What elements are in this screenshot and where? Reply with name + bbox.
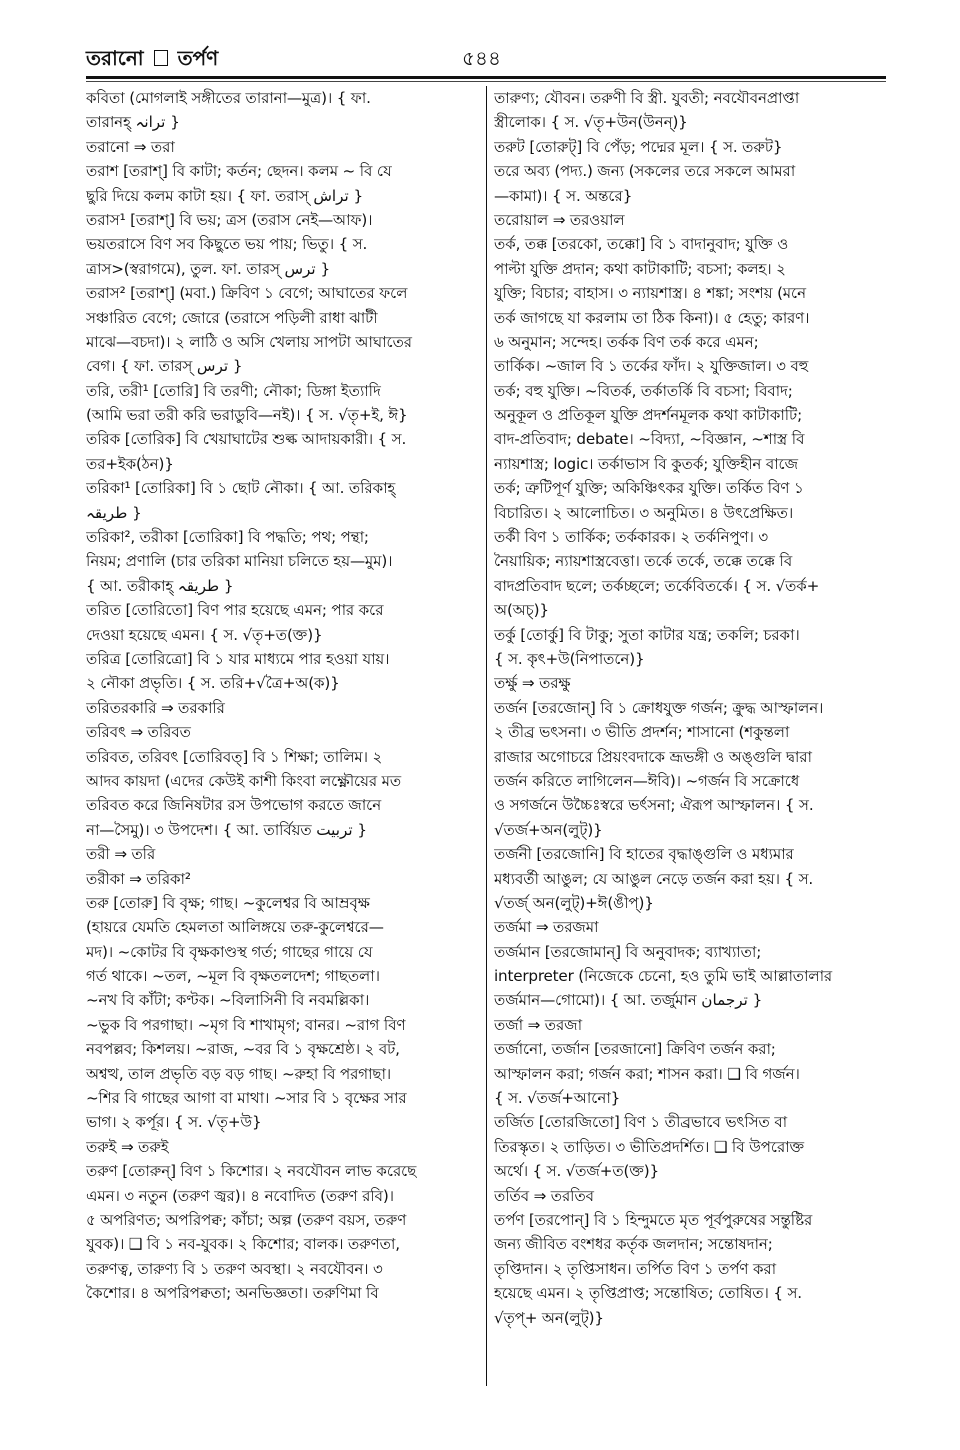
text-line: সঞ্চারিত বেগে; জোরে (তরাসে পড়িলী রাধা ঝাটী bbox=[86, 308, 378, 327]
text-line: তার্কিক। ~জাল বি ১ তর্কের ফাঁদ। ২ যুক্তিজাল। ৩ বহু bbox=[494, 357, 809, 376]
text-line: তরুণ [তোরুন্] বিণ ১ কিশোর। ২ নবযৌবন লাভ করেছে bbox=[86, 1162, 417, 1181]
text-line: তরিত্র [তোরিত্রো] বি ১ যার মাধ্যমে পার হওয়া যায়। bbox=[86, 649, 390, 668]
text-line: অ(অচ্)} bbox=[494, 601, 549, 620]
text-line: ভাগ। ২ কর্পূর। { স. √তৃ+উ} bbox=[86, 1113, 262, 1132]
text-line: পাল্টা যুক্তি প্রদান; কথা কাটাকাটি; বচসা; কলহ। ২ bbox=[494, 259, 786, 278]
right-column bbox=[494, 86, 890, 1330]
guide-word-last: তর্পণ bbox=[177, 46, 219, 70]
text-line: অনুকূল ও প্রতিকূল যুক্তি প্রদর্শনমূলক কথা কাটাকাটি; bbox=[494, 406, 803, 425]
text-line: নবপল্লব; কিশলয়। ~রাজ, ~বর বি ১ বৃক্ষশ্রেষ্ঠ। ২ বট, bbox=[86, 1040, 400, 1059]
text-line: কৈশোর। ৪ অপরিপক্বতা; অনভিজ্ঞতা। তরুণিমা বি bbox=[86, 1284, 379, 1303]
text-line: নিয়ম; প্রণালি (চার তরিকা মানিয়া চলিতে হয়—মুম)। bbox=[86, 552, 393, 571]
text-line: তর্জনী [তরজোনি] বি হাতের বৃদ্ধাঙ্গুলি ও মধ্যমার bbox=[494, 845, 794, 864]
text-line: তারানহ্ ترانہ } bbox=[86, 113, 180, 132]
text-line: তর্কী বিণ ১ তার্কিক; তর্ককারক। ২ তর্কনিপুণ। ৩ bbox=[494, 528, 769, 547]
text-line: হয়েছে এমন। ২ তৃপ্তিপ্রাপ্ত; সন্তোষিত; তোষিত। { স. bbox=[494, 1284, 802, 1303]
text-line: তর্কু [তোর্কু] বি টাকু; সুতা কাটার যন্ত্র; তকলি; চরকা। bbox=[494, 625, 800, 644]
text-line: { আ. তরীকাহ্ طریقہ } bbox=[86, 576, 234, 595]
text-line: তারুণ্য; যৌবন। তরুণী বি স্ত্রী. যুবতী; নবযৌবনপ্রাপ্তা bbox=[494, 89, 800, 107]
text-line: ~শির বি গাছের আগা বা মাথা। ~সার বি ১ বৃক্ষের সার bbox=[86, 1089, 407, 1108]
guide-word-first: তরানো bbox=[86, 46, 144, 70]
text-line: তৃপ্তিদান। ২ তৃপ্তিসাধন। তর্পিত বিণ ১ তর্পণ করা bbox=[494, 1259, 776, 1278]
text-line: তরুণত্ব, তারুণ্য বি ১ তরুণ অবস্থা। ২ নবযৌবন। ৩ bbox=[86, 1259, 383, 1278]
text-line: ভয়তরাসে বিণ সব কিছুতে ভয় পায়; ভিতু। { স. bbox=[86, 235, 368, 254]
text-line: তর্জা ⇒ তরজা bbox=[494, 1015, 582, 1034]
text-line: ~ভুক বি পরগাছা। ~মৃগ বি শাখামৃগ; বানর। ~রাগ বিণ bbox=[86, 1015, 406, 1034]
text-line: না—সৈমু)। ৩ উপদেশ। { আ. তার্বিয়ত تربیت } bbox=[86, 820, 367, 839]
text-line: তর্জানো, তর্জান [তরজানো] ক্রিবিণ তর্জন করা; bbox=[494, 1040, 776, 1059]
header-rule bbox=[86, 76, 886, 79]
text-line: আদব কায়দা (এদের কেউই কাশী কিংবা লক্ষ্ণৌয়ের মত bbox=[86, 771, 402, 790]
text-line: তরুট [তোরুট্] বি পেঁড়; পদ্মের মূল। { স. তরুট} bbox=[494, 137, 783, 156]
text-line: তর্ক; ত্রুটিপূর্ণ যুক্তি; অকিঞ্চিৎকর যুক্তি। তর্কিত বিণ ১ bbox=[494, 479, 804, 498]
text-line: √তর্জ+অন(লুট্)} bbox=[494, 820, 603, 839]
text-line: তরিক [তোরিক] বি খেয়াঘাটের শুল্ক আদায়কারী। { স. bbox=[86, 430, 407, 449]
text-line: দেওয়া হয়েছে এমন। { স. √তৃ+ত(ক্ত)} bbox=[86, 625, 323, 644]
text-line: তরিবত, তরিবৎ [তোরিবত্] বি ১ শিক্ষা; তালিম। ২ bbox=[86, 747, 383, 766]
text-line: যুবক)। ❑ বি ১ নব-যুবক। ২ কিশোর; বালক। তরুণতা, bbox=[86, 1235, 400, 1254]
text-line: তরিবত করে জিনিষটার রস উপভোগ করতে জানে bbox=[86, 796, 382, 815]
text-line: √তর্জ্‌ অন(লুট্)+ঈ(ঙীপ্)} bbox=[494, 893, 654, 912]
column-divider bbox=[486, 86, 487, 1386]
text-line: অর্থে। { স. √তর্জ+ত(ক্ত)} bbox=[494, 1162, 659, 1181]
text-line: আস্ফালন করা; গর্জন করা; শাসন করা। ❑ বি গর্জন। bbox=[494, 1064, 800, 1083]
text-line: ন্যায়শাস্ত্র; logic। তর্কাভাস বি কুতর্ক; যুক্তিহীন বাজে bbox=[494, 454, 799, 473]
text-line: তরীকা ⇒ তরিকা² bbox=[86, 869, 191, 888]
text-line: তর্পণ [তরপোন্] বি ১ হিন্দুমতে মৃত পূর্বপুরুষের সন্তুষ্টির bbox=[494, 1210, 813, 1229]
text-line: ৬ অনুমান; সন্দেহ। তর্কক বিণ তর্ক করে এমন; bbox=[494, 332, 759, 351]
text-line: তরাস¹ [তরাশ্] বি ভয়; ত্রস (তরাস নেই—আফ)। bbox=[86, 210, 373, 229]
text-line: তরাস² [তরাশ্] (মবা.) ক্রিবিণ ১ বেগে; আঘাতের ফলে bbox=[86, 284, 408, 303]
text-line: { স. √তর্জ+আনো} bbox=[494, 1089, 621, 1108]
text-line: তর্ক জাগছে যা করলাম তা ঠিক কিনা)। ৫ হেতু; কারণ। bbox=[494, 308, 810, 327]
text-line: (হায়রে যেমতি হেমলতা আলিঙ্গয়ে তরু-কুলেশ্বরে— bbox=[86, 918, 384, 937]
text-line: বিচারিত। ২ আলোচিত। ৩ অনুমিত। ৪ উৎপ্রেক্ষিত। bbox=[494, 503, 794, 522]
text-line: ২ তীব্র ভৎসনা। ৩ ভীতি প্রদর্শন; শাসানো (শকুন্তলা bbox=[494, 723, 790, 742]
text-line: interpreter (নিজেকে চেনো, হও তুমি ভাই আল্লাতালার bbox=[494, 967, 833, 986]
text-line: মাঝে—বচদা)। ২ লাঠি ও অসি খেলায় সাপটা আঘাতের bbox=[86, 332, 412, 351]
text-line: ত্রাস>(স্বরাগমে), তুল. ফা. তারস্ ترس } bbox=[86, 259, 331, 278]
text-line: তরিকা¹ [তোরিকা] বি ১ ছোট নৌকা। { আ. তরিকাহ্ bbox=[86, 479, 396, 498]
text-line: স্ত্রীলোক। { স. √তৃ+উন(উনন্)} bbox=[494, 113, 688, 132]
separator-box-icon bbox=[154, 50, 168, 66]
text-line: তরিতরকারি ⇒ তরকারি bbox=[86, 698, 225, 717]
text-line: তর্ক, তক্ক [তরকো, তক্কো] বি ১ বাদানুবাদ; যুক্তি ও bbox=[494, 235, 789, 254]
text-line: তরোয়াল ⇒ তরওয়াল bbox=[494, 210, 625, 229]
text-line: তরিবৎ ⇒ তরিবত bbox=[86, 723, 191, 742]
text-line: { স. কৃৎ+উ(নিপাতনে)} bbox=[494, 649, 645, 668]
text-line: জন্য জীবিত বংশধর কর্তৃক জলদান; সন্তোষদান; bbox=[494, 1235, 773, 1254]
text-line: মদ)। ~কোটর বি বৃক্ষকাণ্ডস্থ গর্ত; গাছের গায়ে যে bbox=[86, 942, 373, 961]
text-line: রাজার অগোচরে প্রিয়ংবদাকে ভ্রূভঙ্গী ও অঙ্গুলি দ্বারা bbox=[494, 747, 812, 766]
text-line: তরি, তরী¹ [তোরি] বি তরণী; নৌকা; ডিঙ্গা ইত্যাদি bbox=[86, 381, 381, 400]
text-line: ৫ অপরিণত; অপরিপক্ব; কাঁচা; অল্প (তরুণ বয়স, তরুণ bbox=[86, 1210, 407, 1229]
text-line: এমন। ৩ নতুন (তরুণ জ্বর)। ৪ নবোদিত (তরুণ রবি)। bbox=[86, 1186, 394, 1205]
text-line: —কামা)। { স. অন্তরে} bbox=[494, 186, 633, 205]
text-line: তর্জমা ⇒ তরজমা bbox=[494, 918, 599, 937]
text-line: তর্জন করিতে লাগিলেন—ঈবি)। ~গর্জন বি সক্রোধে bbox=[494, 771, 800, 790]
text-line: কবিতা (মোগলাই সঙ্গীতের তারানা—মুত্র)। { ফা. bbox=[86, 89, 371, 107]
text-line: ~নখ বি কাঁটা; কণ্টক। ~বিলাসিনী বি নবমল্লিকা। bbox=[86, 991, 370, 1010]
text-line: তর্জিত [তোরজিতো] বিণ ১ তীব্রভাবে ভৎসিত বা bbox=[494, 1113, 788, 1132]
text-line: তরানো ⇒ তরা bbox=[86, 137, 175, 156]
text-line: তরাশ [তরাশ্] বি কাটা; কর্তন; ছেদন। কলম ~ বি যে bbox=[86, 162, 392, 181]
text-line: যুক্তি; বিচার; বাহাস। ৩ ন্যায়শাস্ত্র। ৪ শঙ্কা; সংশয় (মনে bbox=[494, 284, 807, 303]
text-line: মধ্যবর্তী আঙুল; যে আঙুল নেড়ে তর্জন করা হয়। { স. bbox=[494, 869, 814, 888]
left-column bbox=[86, 86, 482, 1306]
text-line: তরু [তোরু] বি বৃক্ষ; গাছ। ~কুলেশ্বর বি আম্রবৃক্ষ bbox=[86, 893, 370, 912]
text-line: তর্জন [তরজোন্] বি ১ ক্রোধযুক্ত গর্জন; ক্রুদ্ধ আস্ফালন। bbox=[494, 698, 824, 717]
text-line: নৈয়ায়িক; ন্যায়শাস্ত্রবেত্তা। তর্কে তর্কে, তক্কে তক্কে বি bbox=[494, 552, 793, 571]
text-line: তর্তিব ⇒ তরতিব bbox=[494, 1186, 594, 1205]
text-line: তরী ⇒ তরি bbox=[86, 845, 156, 864]
text-line: ও সগর্জনে উচ্চৈঃস্বরে ভর্ৎসনা; ঐরূপ আস্ফালন। { স. bbox=[494, 796, 814, 815]
text-line: বাদপ্রতিবাদ ছলে; তর্কচ্ছলে; তর্কেবিতর্কে। { স. √তর্ক+ bbox=[494, 576, 820, 595]
text-line: তিরস্কৃত। ২ তাড়িত। ৩ ভীতিপ্রদর্শিত। ❑ বি উপরোক্ত bbox=[494, 1137, 805, 1156]
page-number: ৫৪৪ bbox=[462, 46, 501, 70]
text-line: তর+ইক(ঠন)} bbox=[86, 454, 174, 473]
text-line: ছুরি দিয়ে কলম কাটা হয়। { ফা. তরাস্ تراش } bbox=[86, 186, 363, 205]
text-line: গর্ত থাকে। ~তল, ~মূল বি বৃক্ষতলদেশ; গাছতলা। bbox=[86, 967, 380, 986]
header-rule-thin bbox=[86, 81, 886, 82]
text-line: অশ্বত্থ, তাল প্রভৃতি বড় বড় গাছ। ~রুহা বি পরগাছা। bbox=[86, 1064, 392, 1083]
text-line: তর্ক্ষু ⇒ তরক্ষু bbox=[494, 674, 571, 693]
text-line: √তৃপ্+ অন(লুট্)} bbox=[494, 1308, 604, 1327]
text-line: তর্জমান—গোমো)। { আ. তর্জুমান ترجمان } bbox=[494, 991, 763, 1010]
text-line: তরুই ⇒ তরুই bbox=[86, 1137, 169, 1156]
text-line: তরিকা², তরীকা [তোরিকা] বি পদ্ধতি; পথ; পন্থা; bbox=[86, 528, 369, 547]
text-line: طریقہ } bbox=[86, 503, 142, 522]
text-line: ২ নৌকা প্রভৃতি। { স. তরি+√ত্রৈ+অ(ক)} bbox=[86, 674, 340, 693]
text-line: তরিত [তোরিতো] বিণ পার হয়েছে এমন; পার করে bbox=[86, 601, 384, 620]
text-line: বেগ। { ফা. তারস্ ترس } bbox=[86, 357, 243, 376]
text-line: (আমি ভরা তরী করি ভরাডুবি—নই)। { স. √তৃ+ই, ঈ} bbox=[86, 406, 408, 425]
running-head bbox=[86, 44, 218, 77]
text-line: তরে অব্য (পদ্য.) জন্য (সকলের তরে সকলে আমরা bbox=[494, 162, 796, 181]
text-line: তর্ক; বহু যুক্তি। ~বিতর্ক, তর্কাতর্কি বি বচসা; বিবাদ; bbox=[494, 381, 793, 400]
text-line: তর্জমান [তরজোমান্] বি অনুবাদক; ব্যাখ্যাতা; bbox=[494, 942, 762, 961]
text-line: বাদ-প্রতিবাদ; debate। ~বিদ্যা, ~বিজ্ঞান, ~শাস্ত্র বি bbox=[494, 430, 805, 449]
